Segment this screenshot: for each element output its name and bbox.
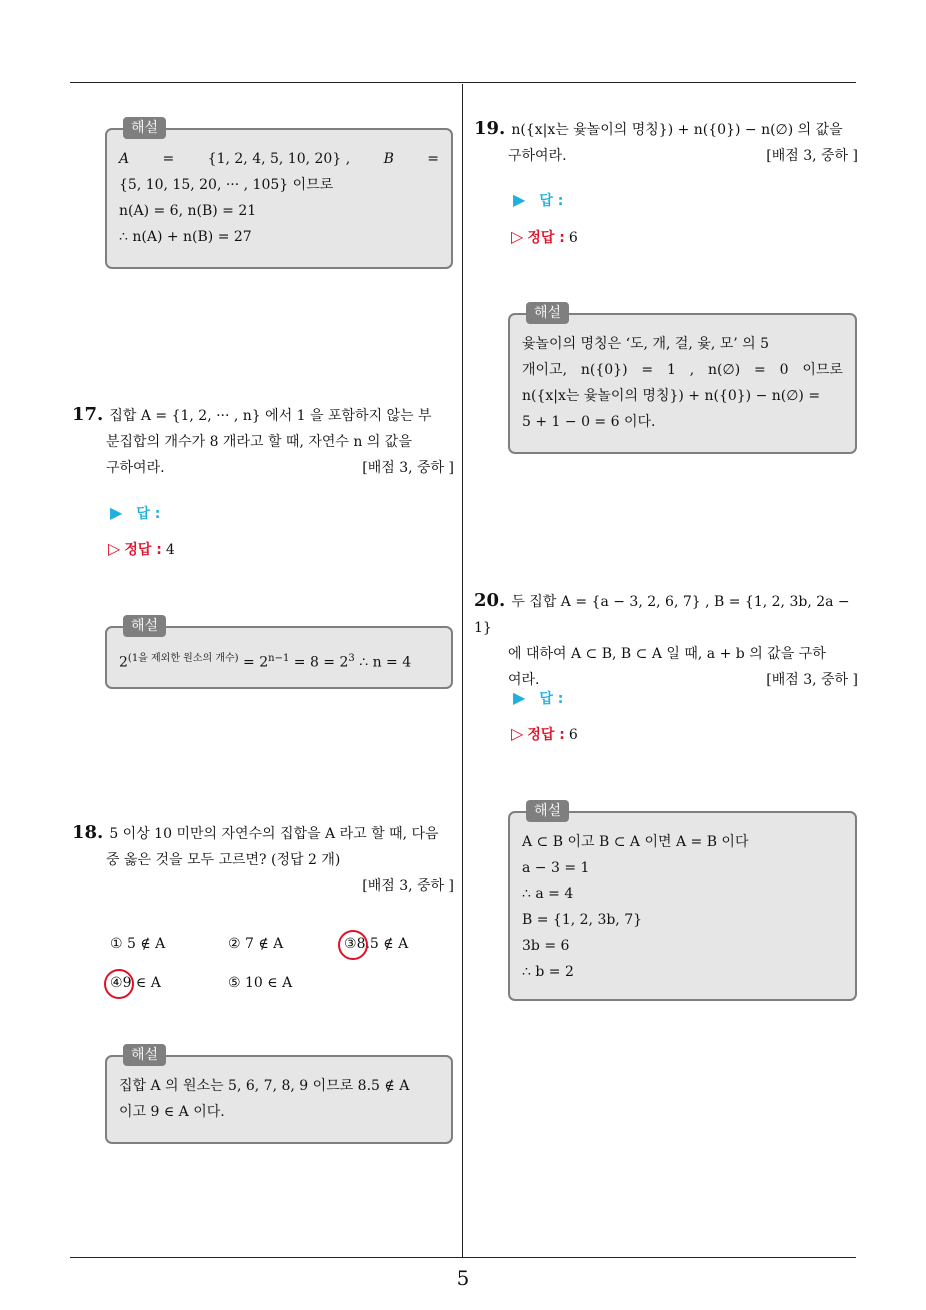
solution-line: ∴ n(A) + n(B) = 27 xyxy=(119,229,252,245)
choice-2[interactable]: ② 7 ∉ A xyxy=(228,936,284,952)
solution-line: a − 3 = 1 xyxy=(522,860,590,876)
choice-3[interactable]: ③8.5 ∉ A xyxy=(344,936,408,952)
solution-box-16 xyxy=(105,120,453,269)
answer-prompt: ▶ 답 : xyxy=(513,190,564,209)
question-text: 구하여라. xyxy=(106,460,165,476)
solution-line: 집합 A 의 원소는 5, 6, 7, 8, 9 이므로 8.5 ∉ A xyxy=(119,1078,410,1094)
question-text: 집합 A = {1, 2, ··· , n} 에서 1 을 포함하지 않는 부 xyxy=(109,408,432,424)
solution-line: 개이고, n({0}) = 1 , n(∅) = 0 이므로 xyxy=(522,362,843,378)
solution-tag: 해설 xyxy=(123,615,166,637)
solution-line: ∴ a = 4 xyxy=(522,886,574,902)
outline-triangle-icon: ▷ xyxy=(511,724,524,743)
solution-box-17 xyxy=(105,618,453,689)
choice-1[interactable]: ① 5 ∉ A xyxy=(110,936,166,952)
play-icon: ▶ xyxy=(513,688,526,707)
question-number: 20. xyxy=(474,590,506,611)
correct-answer: ▷ 정답 : 4 xyxy=(108,539,175,558)
selected-circle-mark xyxy=(338,930,368,960)
question-meta: [배점 3, 중하 ] xyxy=(766,148,858,164)
question-number: 17. xyxy=(72,404,104,425)
choice-4[interactable]: ④9 ∈ A xyxy=(110,975,161,991)
solution-tag: 해설 xyxy=(526,302,569,324)
correct-answer: ▷ 정답 : 6 xyxy=(511,227,578,246)
question-17 xyxy=(72,402,454,481)
question-19 xyxy=(474,116,858,169)
question-number: 19. xyxy=(474,118,506,139)
question-text: 여라. xyxy=(508,672,540,688)
outline-triangle-icon: ▷ xyxy=(108,539,121,558)
solution-line: n(A) = 6, n(B) = 21 xyxy=(119,203,257,219)
solution-line: 3b = 6 xyxy=(522,938,570,954)
outline-triangle-icon: ▷ xyxy=(511,227,524,246)
question-text: 분집합의 개수가 8 개라고 할 때, 자연수 n 의 값을 xyxy=(106,434,412,450)
solution-box-18 xyxy=(105,1047,453,1144)
question-20 xyxy=(474,588,858,693)
solution-box-20 xyxy=(508,803,857,1001)
top-rule xyxy=(70,82,856,83)
solution-tag: 해설 xyxy=(123,1044,166,1066)
question-text: 에 대하여 A ⊂ B, B ⊂ A 일 때, a + b 의 값을 구하 xyxy=(508,646,826,662)
question-meta: [배점 3, 중하 ] xyxy=(362,878,454,894)
question-18 xyxy=(72,820,454,899)
question-meta: [배점 3, 중하 ] xyxy=(766,672,858,688)
play-icon: ▶ xyxy=(513,190,526,209)
column-divider xyxy=(462,84,463,1258)
solution-line: {5, 10, 15, 20, ··· , 105} 이므로 xyxy=(119,177,334,193)
question-number: 18. xyxy=(72,822,104,843)
answer-prompt: ▶ 답 : xyxy=(513,688,564,707)
question-meta: [배점 3, 중하 ] xyxy=(362,460,454,476)
question-text: 구하여라. xyxy=(508,148,567,164)
choice-5[interactable]: ⑤ 10 ∈ A xyxy=(228,975,293,991)
solution-line: B = {1, 2, 3b, 7} xyxy=(522,912,643,928)
solution-line: n({x|x는 윷놀이의 명칭}) + n({0}) − n(∅) = xyxy=(522,388,821,404)
solution-line: 5 + 1 − 0 = 6 이다. xyxy=(522,414,656,430)
correct-answer: ▷ 정답 : 6 xyxy=(511,724,578,743)
answer-prompt: ▶ 답 : xyxy=(110,503,161,522)
solution-line: ∴ b = 2 xyxy=(522,964,574,980)
solution-line: 윷놀이의 명칭은 ‘도, 개, 걸, 윷, 모’ 의 5 xyxy=(522,336,770,352)
solution-tag: 해설 xyxy=(123,117,166,139)
solution-box-19 xyxy=(508,305,857,454)
selected-circle-mark xyxy=(104,969,134,999)
solution-line: A ⊂ B 이고 B ⊂ A 이면 A = B 이다 xyxy=(522,834,749,850)
solution-tag: 해설 xyxy=(526,800,569,822)
question-text: n({x|x는 윷놀이의 명칭}) + n({0}) − n(∅) 의 값을 xyxy=(511,122,843,138)
solution-line: 이고 9 ∈ A 이다. xyxy=(119,1104,225,1120)
page-number: 5 xyxy=(456,1266,470,1290)
solution-line: $2^{(1을 제외한 원소의 개수)} = 2^{n-1} = 8 = 2^3$ ∴ n = 4 xyxy=(119,653,412,671)
play-icon: ▶ xyxy=(110,503,123,522)
question-text: 중 옳은 것을 모두 고르면? (정답 2 개) xyxy=(106,852,341,868)
solution-line: A = {1, 2, 4, 5, 10, 20} , B = xyxy=(119,151,439,167)
question-text: 두 집합 A = {a − 3, 2, 6, 7} , B = {1, 2, 3b, 2a − 1} xyxy=(474,594,850,636)
question-text: 5 이상 10 미만의 자연수의 집합을 A 라고 할 때, 다음 xyxy=(109,826,439,842)
bottom-rule xyxy=(70,1257,856,1258)
